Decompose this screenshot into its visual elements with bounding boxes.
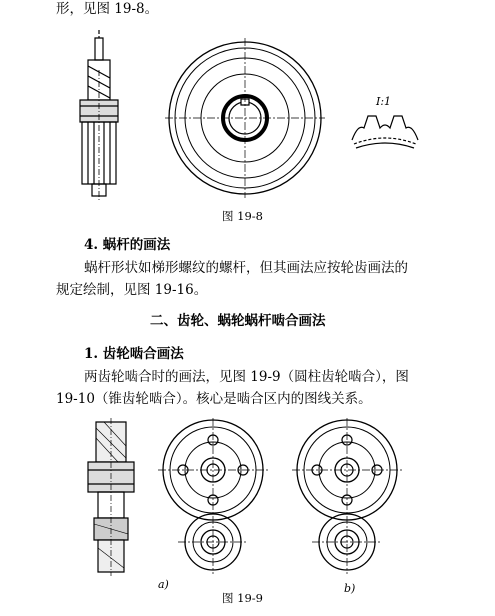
figure-caption-19-9: 图 19-9 (222, 591, 263, 605)
subsection-heading-gear-mesh: 1. 齿轮啮合画法 (84, 346, 184, 362)
figure-label-a: a) (158, 578, 169, 591)
gear-mesh-front-view-b (292, 418, 402, 578)
paragraph-line: 蜗杆形状如梯形螺纹的螺杆，但其画法应按轮齿画法的 (84, 260, 408, 276)
paragraph-line: 两齿轮啮合时的画法，见图 19-9（圆柱齿轮啮合），图 (84, 369, 409, 385)
paragraph-line: 19-10（锥齿轮啮合）。核心是啮合区内的图线关系。 (56, 391, 372, 407)
gear-mesh-front-view-a (158, 418, 268, 578)
gear-mesh-side-section (88, 418, 134, 576)
paragraph-line: 规定绘制，见图 19-16。 (56, 282, 208, 298)
worm-side-view (70, 30, 130, 200)
tooth-detail-view (350, 110, 420, 150)
worm-wheel-front-view (165, 38, 325, 198)
detail-scale-label: I:1 (376, 95, 392, 108)
section-heading-worm: 4. 蜗杆的画法 (84, 237, 171, 253)
figure-label-b: b) (344, 582, 356, 595)
section-heading-gear-mesh: 二、齿轮、蜗轮蜗杆啮合画法 (150, 313, 326, 329)
figure-caption-19-8: 图 19-8 (222, 209, 263, 223)
text-line-top: 形，见图 19-8。 (56, 1, 159, 17)
